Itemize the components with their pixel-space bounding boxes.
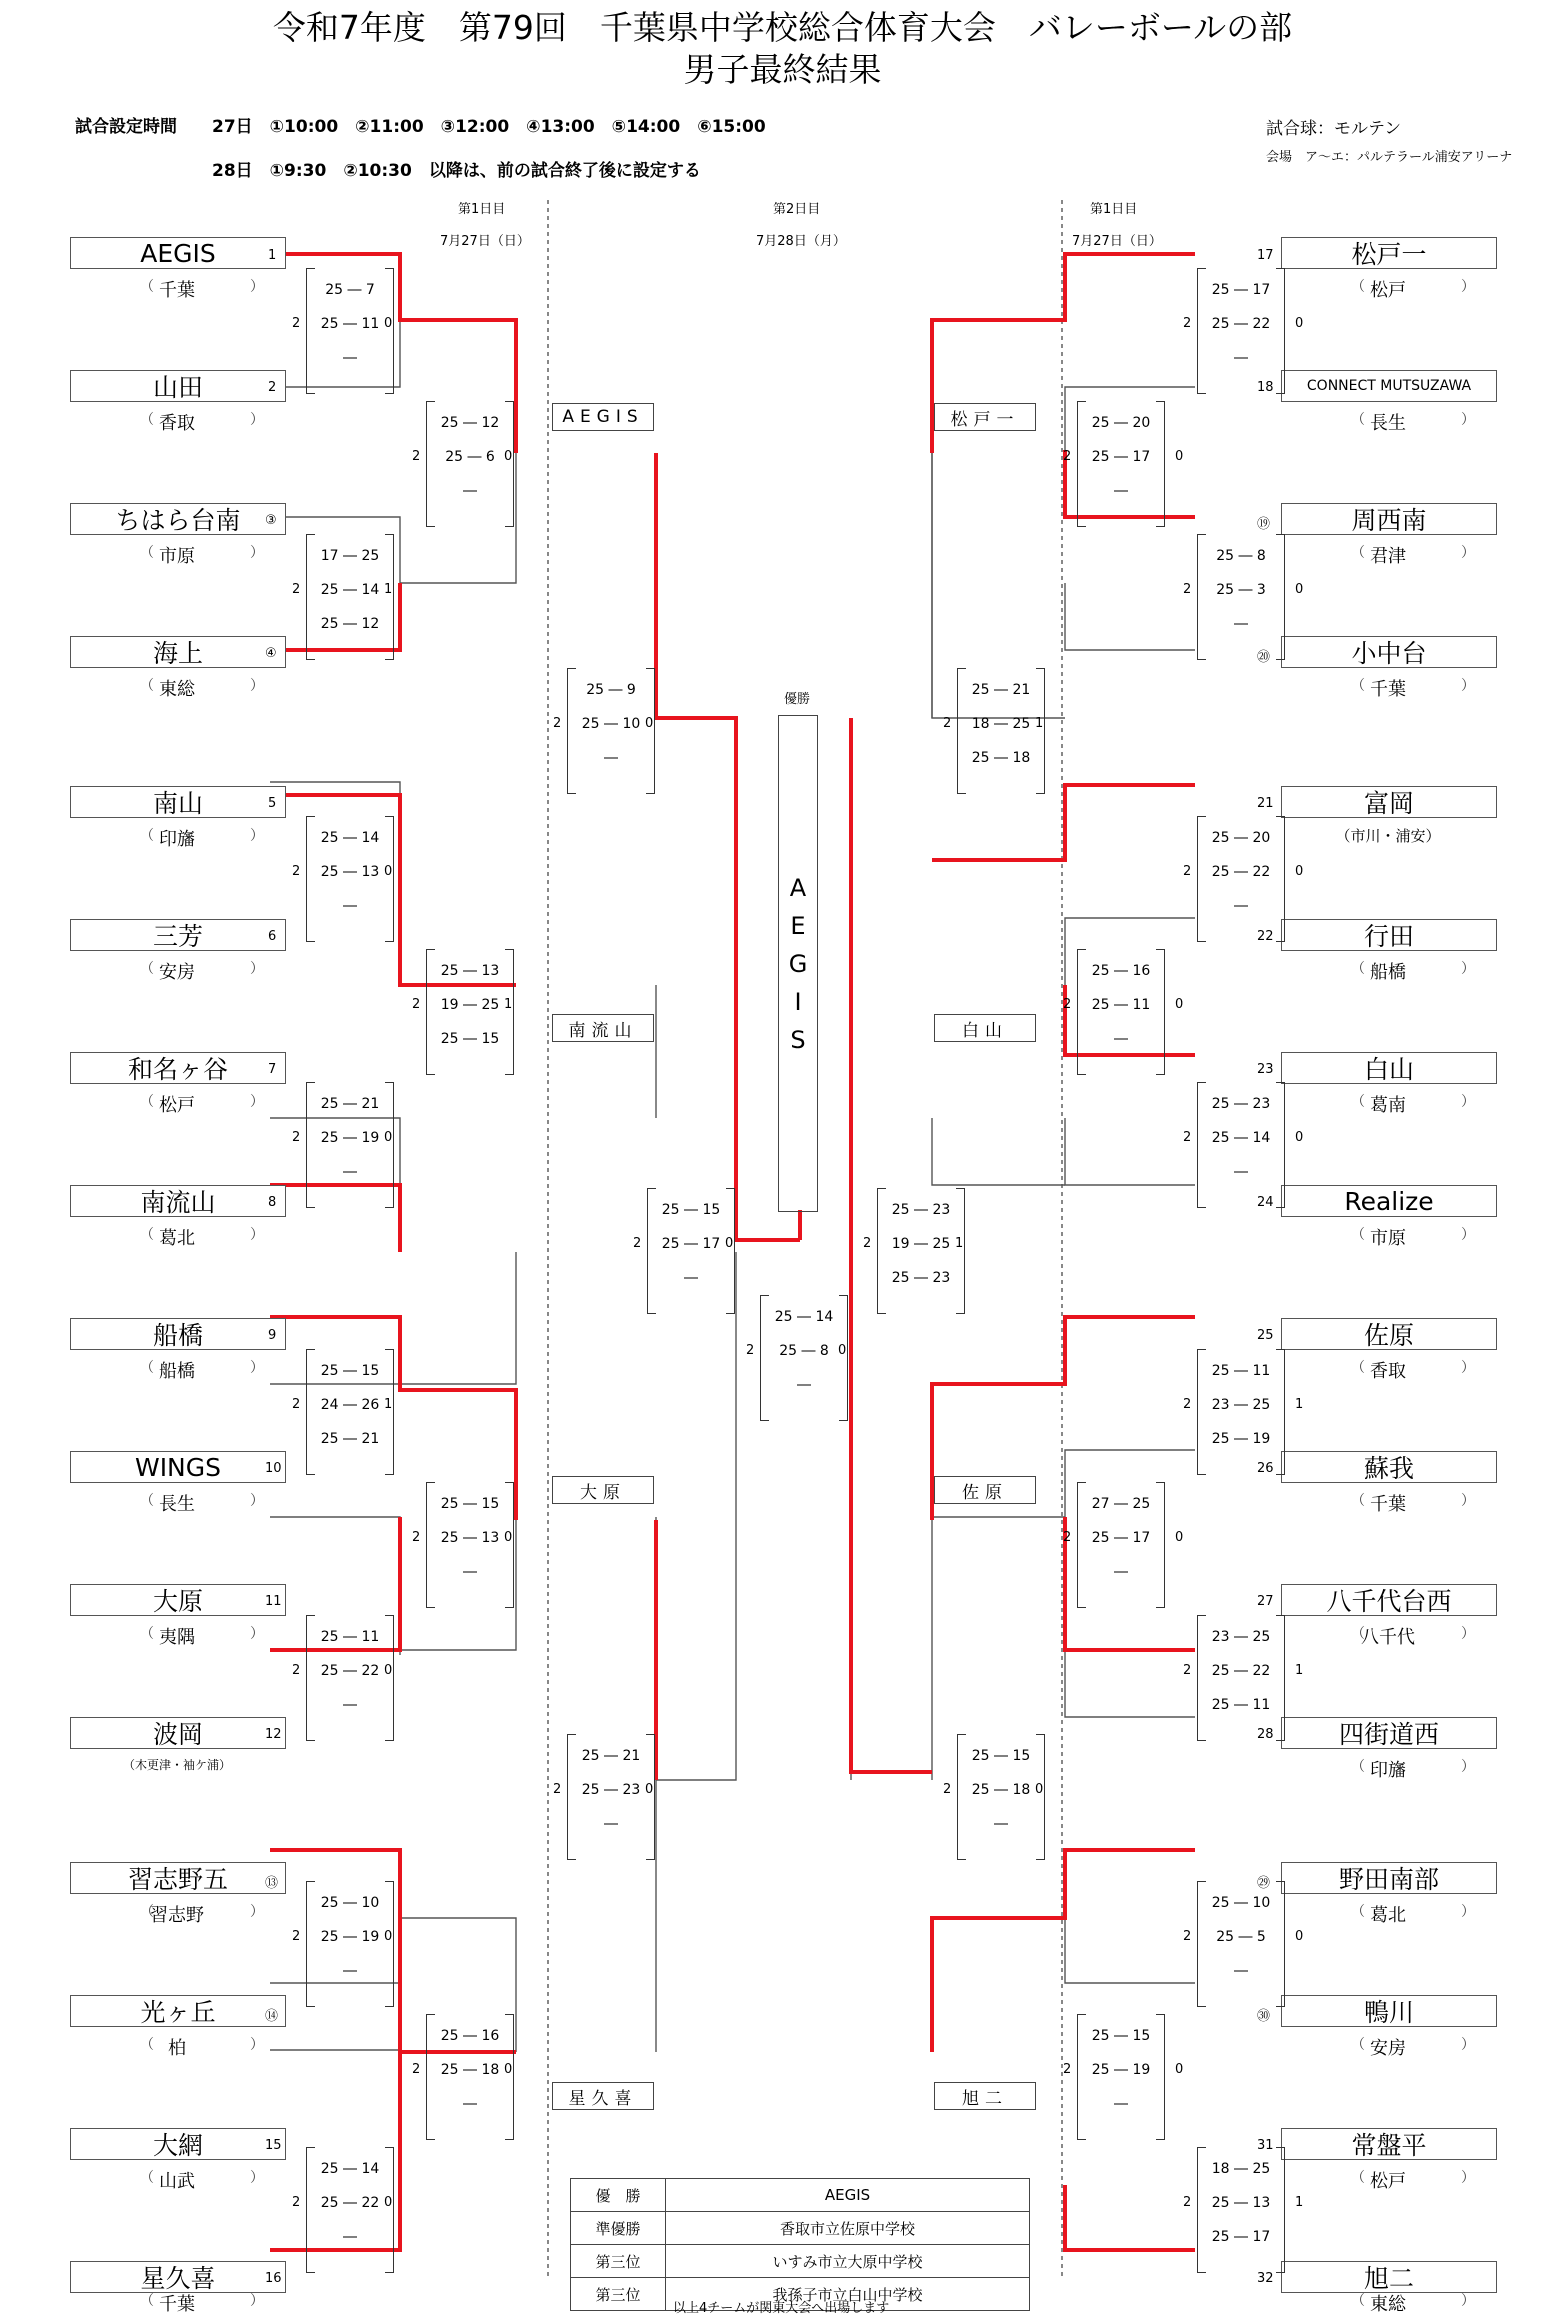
- score-box: 25 ― 14 25 ― 13 ―: [306, 816, 394, 942]
- team-number: 8: [268, 1195, 277, 1210]
- sets-won: 1: [504, 997, 513, 1012]
- sets-won: 0: [384, 316, 393, 331]
- sets-won: 1: [384, 1397, 393, 1412]
- sets-won: 2: [292, 1130, 301, 1145]
- team-cell: 香取市立佐原中学校: [666, 2212, 1030, 2245]
- team-number: 22: [1257, 929, 1274, 944]
- sets-won: 0: [1295, 1130, 1304, 1145]
- left-day-label: 第1日目: [458, 202, 506, 217]
- team-number: 10: [265, 1461, 282, 1476]
- round-winner-box: 松戸一: [934, 403, 1036, 431]
- sets-won: 2: [553, 1782, 562, 1797]
- sets-won: 0: [384, 1130, 393, 1145]
- team-number: ④: [265, 646, 277, 661]
- score-box: 18 ― 25 25 ― 13 25 ― 17: [1197, 2147, 1285, 2273]
- sets-won: 2: [292, 2195, 301, 2210]
- team-name: 富岡: [1281, 786, 1497, 818]
- sets-won: 0: [1295, 864, 1304, 879]
- sets-won: 2: [292, 316, 301, 331]
- team-name: AEGIS: [70, 237, 286, 269]
- team-name: 松戸一: [1281, 237, 1497, 269]
- sets-won: 2: [292, 1663, 301, 1678]
- round-winner-box: 南流山: [552, 1014, 654, 1042]
- sets-won: 0: [504, 1530, 513, 1545]
- round-winner-box: 佐原: [934, 1476, 1036, 1504]
- score-box: 25 ― 10 25 ― 19 ―: [306, 1881, 394, 2007]
- team-number: ⑭: [265, 2009, 279, 2024]
- team-name: 白山: [1281, 1052, 1497, 1084]
- sets-won: 2: [1183, 1663, 1192, 1678]
- team-number: 27: [1257, 1594, 1274, 1609]
- team-region: （ 葛北 ）: [1351, 1904, 1475, 1926]
- team-region: （ 千葉 ）: [140, 2293, 264, 2315]
- team-cell: 我孫子市立白山中学校: [666, 2278, 1030, 2311]
- team-region: （ 印旛 ）: [140, 828, 264, 850]
- sets-won: 2: [1063, 449, 1072, 464]
- team-name: 四街道西: [1281, 1717, 1497, 1749]
- team-name: 蘇我: [1281, 1451, 1497, 1483]
- score-box: 25 ― 15 24 ― 26 25 ― 21: [306, 1349, 394, 1475]
- score-box: 25 ― 16 25 ― 18 ―: [426, 2014, 514, 2140]
- score-box: 17 ― 25 25 ― 14 25 ― 12: [306, 534, 394, 660]
- center-day-date: 7月28日（月）: [756, 234, 846, 249]
- sets-won: 0: [384, 864, 393, 879]
- team-name: 和名ヶ谷: [70, 1052, 286, 1084]
- sets-won: 2: [1183, 864, 1192, 879]
- team-number: 15: [265, 2138, 282, 2153]
- right-day-date: 7月27日（日）: [1072, 234, 1162, 249]
- champion-letter: I: [794, 987, 802, 1016]
- team-region: （ 安房 ）: [1351, 2037, 1475, 2059]
- champion-letter: S: [790, 1025, 806, 1054]
- rank-cell: 第三位: [571, 2278, 666, 2311]
- sets-won: 2: [863, 1236, 872, 1251]
- sets-won: 2: [1063, 1530, 1072, 1545]
- sets-won: 0: [384, 1663, 393, 1678]
- team-number: 6: [268, 929, 277, 944]
- team-number: 28: [1257, 1727, 1274, 1742]
- team-region: （ 習志野 ）: [140, 1904, 264, 1926]
- round-winner-box: 旭二: [934, 2082, 1036, 2110]
- team-number: 9: [268, 1328, 277, 1343]
- team-name: CONNECT MUTSUZAWA: [1281, 370, 1497, 402]
- score-box: 25 ― 9 25 ― 10 ―: [567, 668, 655, 794]
- score-box: 25 ― 23 19 ― 25 25 ― 23: [877, 1188, 965, 1314]
- sets-won: 0: [838, 1343, 847, 1358]
- sets-won: 2: [943, 1782, 952, 1797]
- schedule-label: 試合設定時間: [75, 117, 177, 137]
- team-name: 山田: [70, 370, 286, 402]
- champion-box: [778, 715, 818, 1212]
- team-number: 26: [1257, 1461, 1274, 1476]
- team-region: （ 東総 ）: [1351, 2293, 1475, 2315]
- team-number: 25: [1257, 1328, 1274, 1343]
- final-label: 優勝: [784, 692, 811, 707]
- sets-won: 0: [645, 716, 654, 731]
- team-name: 常盤平: [1281, 2128, 1497, 2160]
- team-name: 行田: [1281, 919, 1497, 951]
- team-name: 周西南: [1281, 503, 1497, 535]
- team-number: 2: [268, 380, 277, 395]
- team-number: 12: [265, 1727, 282, 1742]
- score-box: 23 ― 25 25 ― 22 25 ― 11: [1197, 1615, 1285, 1741]
- sets-won: 0: [1175, 997, 1184, 1012]
- round-winner-box: 星久喜: [552, 2082, 654, 2110]
- team-name: Realize: [1281, 1185, 1497, 1217]
- sets-won: 2: [746, 1343, 755, 1358]
- team-name: 習志野五: [70, 1862, 286, 1894]
- sets-won: 2: [292, 864, 301, 879]
- champion-letter: G: [788, 949, 808, 978]
- score-box: 25 ― 8 25 ― 3 ―: [1197, 534, 1285, 660]
- team-region: （ 長生 ）: [140, 1493, 264, 1515]
- right-day-label: 第1日目: [1090, 202, 1138, 217]
- team-region: （ 香取 ）: [140, 412, 264, 434]
- team-number: ⑲: [1257, 517, 1271, 532]
- sets-won: 2: [412, 1530, 421, 1545]
- team-number: 24: [1257, 1195, 1274, 1210]
- footer-note: 以上4チームが関東大会へ出場します: [673, 2301, 890, 2316]
- team-cell: いすみ市立大原中学校: [666, 2245, 1030, 2278]
- team-name: 光ヶ丘: [70, 1995, 286, 2027]
- team-number: ⑳: [1257, 650, 1271, 665]
- team-region: （ 夷隅 ）: [140, 1626, 264, 1648]
- score-box: 25 ― 15 25 ― 13 ―: [426, 1482, 514, 1608]
- team-region: （ 長生 ）: [1351, 412, 1475, 434]
- sets-won: 0: [725, 1236, 734, 1251]
- score-box: 25 ― 21 25 ― 23 ―: [567, 1734, 655, 1860]
- sets-won: 2: [553, 716, 562, 731]
- venue-info: 会場 ア～エ：パルテラール浦安アリーナ: [1266, 150, 1513, 165]
- round-winner-box: 白山: [934, 1014, 1036, 1042]
- score-box: 25 ― 13 19 ― 25 25 ― 15: [426, 949, 514, 1075]
- team-region: （ 松戸 ）: [1351, 2170, 1475, 2192]
- page-title: 令和7年度 第79回 千葉県中学校総合体育大会 バレーボールの部: [272, 8, 1293, 47]
- team-name: 野田南部: [1281, 1862, 1497, 1894]
- team-region: （ 千葉 ）: [1351, 678, 1475, 700]
- center-day-label: 第2日目: [773, 202, 821, 217]
- team-region: （ 市原 ）: [1351, 1227, 1475, 1249]
- score-box: 25 ― 23 25 ― 14 ―: [1197, 1082, 1285, 1208]
- team-region: （ 船橋 ）: [1351, 961, 1475, 983]
- team-region: （ 八千代 ）: [1351, 1626, 1475, 1648]
- score-box: 25 ― 20 25 ― 17 ―: [1077, 401, 1165, 527]
- team-region: （ 東総 ）: [140, 678, 264, 700]
- sets-won: 2: [412, 997, 421, 1012]
- sets-won: 0: [645, 1782, 654, 1797]
- score-box: 25 ― 15 25 ― 17 ―: [647, 1188, 735, 1314]
- team-region: （ 葛南 ）: [1351, 1094, 1475, 1116]
- score-box: 25 ― 14 25 ― 22 ―: [306, 2147, 394, 2273]
- champion-letter: E: [790, 911, 806, 940]
- team-number: 16: [265, 2271, 282, 2286]
- team-name: 大網: [70, 2128, 286, 2160]
- team-name: 南山: [70, 786, 286, 818]
- team-name: 八千代台西: [1281, 1584, 1497, 1616]
- team-region: （ 市原 ）: [140, 545, 264, 567]
- team-number: ③: [265, 513, 277, 528]
- sets-won: 1: [1035, 716, 1044, 731]
- team-region: （ 安房 ）: [140, 961, 264, 983]
- sets-won: 0: [1295, 582, 1304, 597]
- team-name: ちはら台南: [70, 503, 286, 535]
- sets-won: 1: [1295, 1397, 1304, 1412]
- ball-info: 試合球：モルテン: [1266, 119, 1402, 139]
- score-box: 25 ― 21 18 ― 25 25 ― 18: [957, 668, 1045, 794]
- schedule-day27: 27日 ①10:00 ②11:00 ③12:00 ④13:00 ⑤14:00 ⑥15:00: [212, 117, 766, 137]
- team-region: （ 君津 ）: [1351, 545, 1475, 567]
- score-box: 25 ― 10 25 ― 5 ―: [1197, 1881, 1285, 2007]
- sets-won: 2: [292, 1397, 301, 1412]
- sets-won: 0: [384, 1929, 393, 1944]
- team-name: WINGS: [70, 1451, 286, 1483]
- rank-cell: 第三位: [571, 2245, 666, 2278]
- sets-won: 2: [1183, 1130, 1192, 1145]
- results-table: [570, 2178, 1030, 2311]
- team-number: 32: [1257, 2271, 1274, 2286]
- team-region: （木更津・袖ケ浦）: [122, 1758, 232, 1772]
- team-name: 船橋: [70, 1318, 286, 1350]
- sets-won: 1: [955, 1236, 964, 1251]
- sets-won: 2: [412, 2062, 421, 2077]
- sets-won: 0: [1175, 449, 1184, 464]
- team-number: 23: [1257, 1062, 1274, 1077]
- score-box: 25 ― 14 25 ― 8 ―: [760, 1295, 848, 1421]
- team-name: 波岡: [70, 1717, 286, 1749]
- rank-cell: 優 勝: [571, 2179, 666, 2212]
- sets-won: 2: [1063, 2062, 1072, 2077]
- team-region: （ 山武 ）: [140, 2170, 264, 2192]
- sets-won: 0: [384, 2195, 393, 2210]
- team-number: 5: [268, 796, 277, 811]
- team-region: （ 松戸 ）: [140, 1094, 264, 1116]
- sets-won: 0: [1175, 1530, 1184, 1545]
- round-winner-box: AEGIS: [552, 403, 654, 431]
- sets-won: 1: [384, 582, 393, 597]
- team-cell: AEGIS: [666, 2179, 1030, 2212]
- sets-won: 0: [504, 2062, 513, 2077]
- team-region: （市川・浦安）: [1335, 827, 1441, 845]
- team-name: 海上: [70, 636, 286, 668]
- team-number: 21: [1257, 796, 1274, 811]
- schedule-day28: 28日 ①9:30 ②10:30 以降は、前の試合終了後に設定する: [212, 161, 701, 181]
- sets-won: 2: [943, 716, 952, 731]
- team-name: 大原: [70, 1584, 286, 1616]
- score-box: 25 ― 11 25 ― 22 ―: [306, 1615, 394, 1741]
- team-number: 11: [265, 1594, 282, 1609]
- sets-won: 2: [412, 449, 421, 464]
- sets-won: 1: [1295, 2195, 1304, 2210]
- score-box: 25 ― 15 25 ― 18 ―: [957, 1734, 1045, 1860]
- team-name: 小中台: [1281, 636, 1497, 668]
- sets-won: 2: [1183, 316, 1192, 331]
- score-box: 25 ― 7 25 ― 11 ―: [306, 268, 394, 394]
- score-box: 27 ― 25 25 ― 17 ―: [1077, 1482, 1165, 1608]
- team-region: （ 船橋 ）: [140, 1360, 264, 1382]
- team-region: （ 千葉 ）: [140, 279, 264, 301]
- sets-won: 0: [504, 449, 513, 464]
- champion-letter: A: [789, 873, 807, 902]
- team-number: 17: [1257, 248, 1274, 263]
- team-name: 南流山: [70, 1185, 286, 1217]
- table-row: [571, 2245, 1030, 2278]
- left-day-date: 7月27日（日）: [440, 234, 530, 249]
- round-winner-box: 大原: [552, 1476, 654, 1504]
- team-name: 佐原: [1281, 1318, 1497, 1350]
- sets-won: 0: [1295, 1929, 1304, 1944]
- score-box: 25 ― 16 25 ― 11 ―: [1077, 949, 1165, 1075]
- sets-won: 0: [1035, 1782, 1044, 1797]
- sets-won: 2: [292, 582, 301, 597]
- sets-won: 2: [1183, 1397, 1192, 1412]
- sets-won: 2: [1183, 2195, 1192, 2210]
- team-region: （ 葛北 ）: [140, 1227, 264, 1249]
- sets-won: 0: [1175, 2062, 1184, 2077]
- table-row: [571, 2179, 1030, 2212]
- team-region: （ 印旛 ）: [1351, 1759, 1475, 1781]
- team-name: 旭二: [1281, 2261, 1497, 2293]
- rank-cell: 準優勝: [571, 2212, 666, 2245]
- team-region: （ 松戸 ）: [1351, 279, 1475, 301]
- sets-won: 2: [292, 1929, 301, 1944]
- team-name: 三芳: [70, 919, 286, 951]
- sets-won: 2: [633, 1236, 642, 1251]
- team-region: （ 香取 ）: [1351, 1360, 1475, 1382]
- team-region: （ 千葉 ）: [1351, 1493, 1475, 1515]
- sets-won: 2: [1183, 1929, 1192, 1944]
- score-box: 25 ― 12 25 ― 6 ―: [426, 401, 514, 527]
- sets-won: 2: [1063, 997, 1072, 1012]
- sets-won: 0: [1295, 316, 1304, 331]
- score-box: 25 ― 17 25 ― 22 ―: [1197, 268, 1285, 394]
- team-name: 星久喜: [70, 2261, 286, 2293]
- team-number: 1: [268, 248, 277, 263]
- score-box: 25 ― 21 25 ― 19 ―: [306, 1082, 394, 1208]
- team-number: 7: [268, 1062, 277, 1077]
- team-number: ⑬: [265, 1876, 279, 1891]
- score-box: 25 ― 20 25 ― 22 ―: [1197, 816, 1285, 942]
- sets-won: 2: [1183, 582, 1192, 597]
- table-row: [571, 2212, 1030, 2245]
- team-number: ㉚: [1257, 2009, 1271, 2024]
- score-box: 25 ― 11 23 ― 25 25 ― 19: [1197, 1349, 1285, 1475]
- sets-won: 1: [1295, 1663, 1304, 1678]
- team-number: 18: [1257, 380, 1274, 395]
- team-name: 鴨川: [1281, 1995, 1497, 2027]
- team-number: 31: [1257, 2138, 1274, 2153]
- team-region: （ 柏 ）: [140, 2037, 264, 2059]
- page-subtitle: 男子最終結果: [683, 50, 882, 89]
- score-box: 25 ― 15 25 ― 19 ―: [1077, 2014, 1165, 2140]
- team-number: ㉙: [1257, 1876, 1271, 1891]
